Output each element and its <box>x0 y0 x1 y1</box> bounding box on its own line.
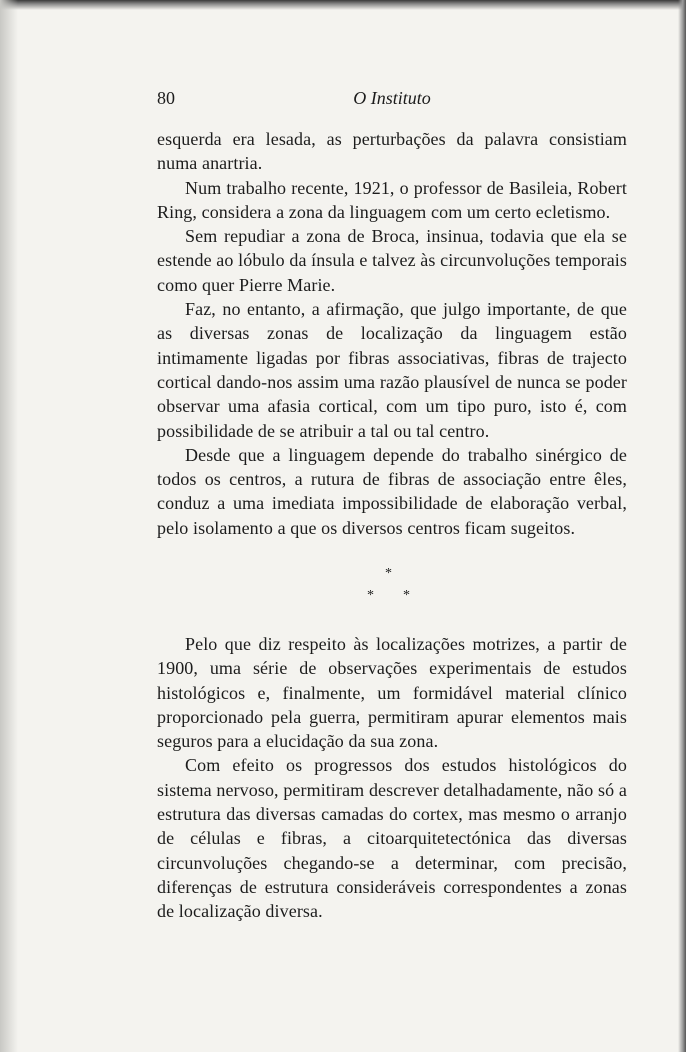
paragraph-continuation: esquerda era lesada, as perturbações da palavra consistiam numa anartria. <box>157 129 627 174</box>
text-block-1 <box>157 127 627 540</box>
page-right-edge-shadow <box>678 0 686 1052</box>
page-header <box>157 86 627 114</box>
asterisk: * <box>367 588 374 603</box>
page-top-edge-shadow <box>0 0 686 10</box>
asterisk: * <box>403 588 410 603</box>
section-separator-asterisks <box>357 566 427 606</box>
asterisk: * <box>385 566 392 581</box>
text-block-2 <box>157 632 627 924</box>
paragraph: Sem repudiar a zona de Broca, insinua, todavia que ela se estende ao lóbulo da ínsula e talvez às circunvoluções temporais como quer Pierre Marie. <box>157 226 627 295</box>
page-number: 80 <box>157 88 175 108</box>
running-title: O Instituto <box>353 88 431 108</box>
page-left-edge-shadow <box>0 0 18 1052</box>
paragraph: Com efeito os progressos dos estudos histológicos do sistema nervoso, permitiram descrever detalhadamente, não só a estrutura das diversas camadas do cortex, mas mesmo o arranjo de células e fibras, a citoarquitetectónica das diversas circunvoluções chegando-se a determinar, com precisão, diferenças de estrutura consideráveis correspondentes a zonas de localização diversa. <box>157 755 627 922</box>
paragraph: Num trabalho recente, 1921, o professor de Basileia, Robert Ring, considera a zona da linguagem com um certo ecletismo. <box>157 177 627 222</box>
paragraph: Faz, no entanto, a afirmação, que julgo importante, de que as diversas zonas de localização da linguagem estão intimamente ligadas por fibras associativas, fibras de trajecto cortical dando-nos assim uma razão plausível de nunca se poder observar uma afasia cortical, com um tipo puro, isto é, com possibilidade de se atribuir a tal ou tal centro. <box>157 299 627 441</box>
paragraph: Desde que a linguagem depende do trabalho sinérgico de todos os centros, a rutura de fibras de associação entre êles, conduz a uma imediata impossibilidade de elaboração verbal, pelo isolamento a que os diversos centros ficam sugeitos. <box>157 444 627 538</box>
paragraph: Pelo que diz respeito às localizações motrizes, a partir de 1900, uma série de observações experimentais de estudos histológicos e, finalmente, um formidável material clínico proporcionado pela guerra, permitiram apurar elementos mais seguros para a elucidação da sua zona. <box>157 634 627 752</box>
